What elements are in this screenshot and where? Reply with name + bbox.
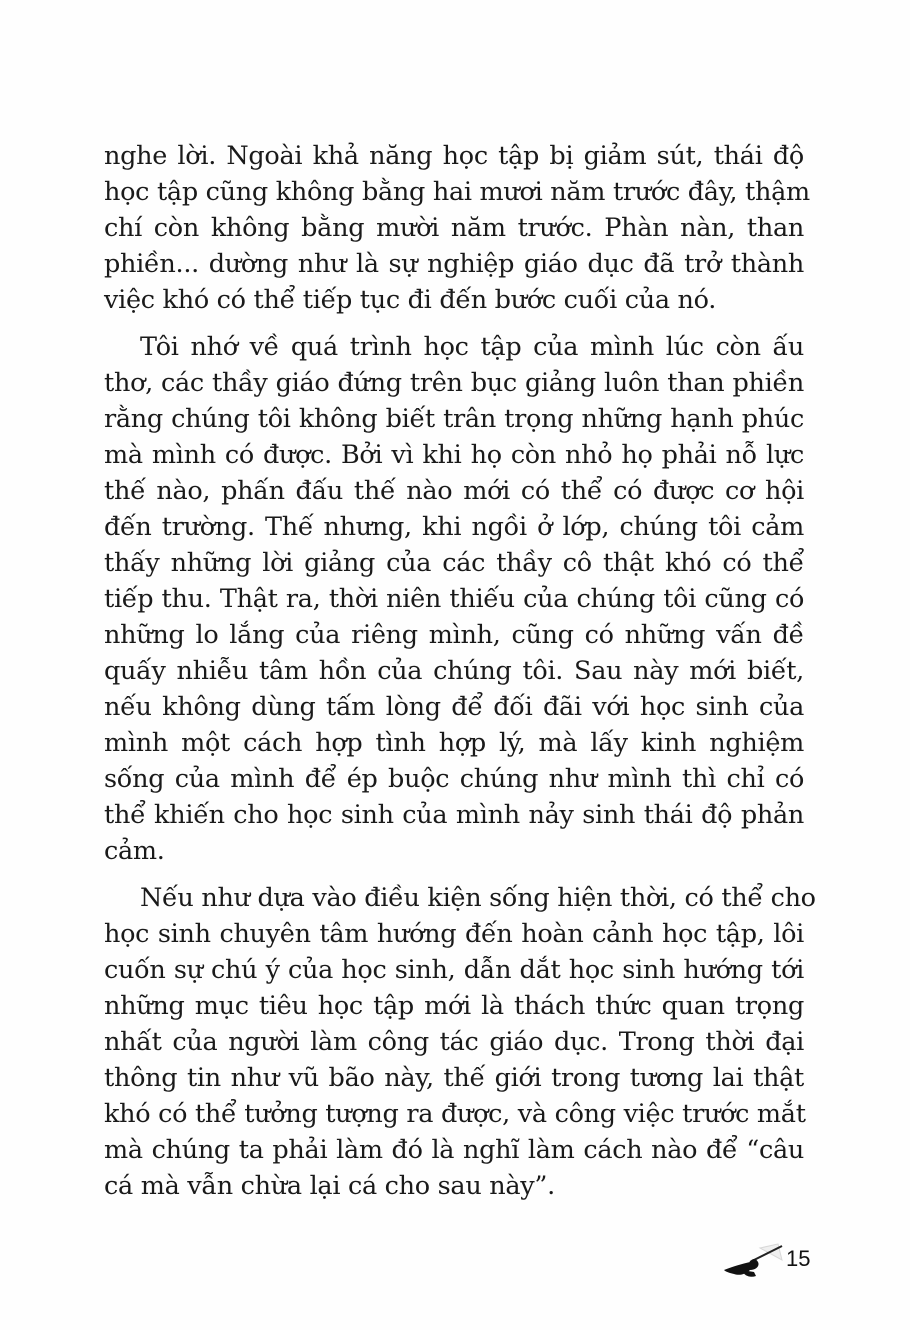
page-footer <box>720 1240 820 1284</box>
text-line: việc khó có thể tiếp tục đi đến bước cuối của nó. <box>104 285 717 315</box>
text-line: học sinh chuyên tâm hướng đến hoàn cảnh học tập, lôi <box>104 919 804 949</box>
text-line: cảm. <box>104 836 165 866</box>
text-line: chí còn không bằng mười năm trước. Phàn nàn, than <box>104 213 804 243</box>
text-line: thấy những lời giảng của các thầy cô thật khó có thể <box>104 548 804 578</box>
text-line: rằng chúng tôi không biết trân trọng những hạnh phúc <box>104 404 804 434</box>
text-line: đến trường. Thế nhưng, khi ngồi ở lớp, chúng tôi cảm <box>104 512 804 542</box>
text-line: nếu không dùng tấm lòng để đối đãi với học sinh của <box>104 692 804 722</box>
text-line: những lo lắng của riêng mình, cũng có những vấn đề <box>104 620 804 650</box>
paragraph-3 <box>104 880 816 1204</box>
text-line: khó có thể tưởng tượng ra được, và công việc trước mắt <box>104 1099 806 1129</box>
text-line: học tập cũng không bằng hai mươi năm trước đây, thậm <box>104 177 810 207</box>
text-line: mà chúng ta phải làm đó là nghĩ làm cách nào để “câu <box>104 1135 804 1165</box>
text-line: nghe lời. Ngoài khả năng học tập bị giảm sút, thái độ <box>104 141 804 171</box>
paragraph-gap <box>104 318 804 329</box>
text-line: phiền... dường như là sự nghiệp giáo dục đã trở thành <box>104 249 804 279</box>
text-line: cuốn sự chú ý của học sinh, dẫn dắt học sinh hướng tới <box>104 955 804 985</box>
text-line: Nếu như dựa vào điều kiện sống hiện thời, có thể cho <box>140 883 816 913</box>
text-line: tiếp thu. Thật ra, thời niên thiếu của chúng tôi cũng có <box>104 584 804 614</box>
text-line: quấy nhiễu tâm hồn của chúng tôi. Sau này mới biết, <box>104 656 804 686</box>
text-line: thơ, các thầy giáo đứng trên bục giảng luôn than phiền <box>104 368 804 398</box>
text-line: thế nào, phấn đấu thế nào mới có thể có được cơ hội <box>104 476 804 506</box>
text-line: mình một cách hợp tình hợp lý, mà lấy kinh nghiệm <box>104 728 804 758</box>
text-line: thể khiến cho học sinh của mình nảy sinh thái độ phản <box>104 800 804 830</box>
paragraph-1 <box>104 138 810 318</box>
text-line: sống của mình để ép buộc chúng như mình thì chỉ có <box>104 764 804 794</box>
paragraph-2 <box>104 329 804 869</box>
paragraph-gap <box>104 869 804 880</box>
body-text <box>104 138 816 1204</box>
text-line: mà mình có được. Bởi vì khi họ còn nhỏ họ phải nỗ lực <box>104 440 804 470</box>
text-line: những mục tiêu học tập mới là thách thức quan trọng <box>104 991 804 1021</box>
text-line: nhất của người làm công tác giáo dục. Trong thời đại <box>104 1027 804 1057</box>
fisherman-ornament-icon <box>720 1240 790 1284</box>
page-number: 15 <box>786 1246 811 1271</box>
text-line: thông tin như vũ bão này, thế giới trong tương lai thật <box>104 1063 804 1093</box>
text-line: cá mà vẫn chừa lại cá cho sau này”. <box>104 1171 555 1201</box>
text-line: Tôi nhớ về quá trình học tập của mình lúc còn ấu <box>140 332 804 362</box>
